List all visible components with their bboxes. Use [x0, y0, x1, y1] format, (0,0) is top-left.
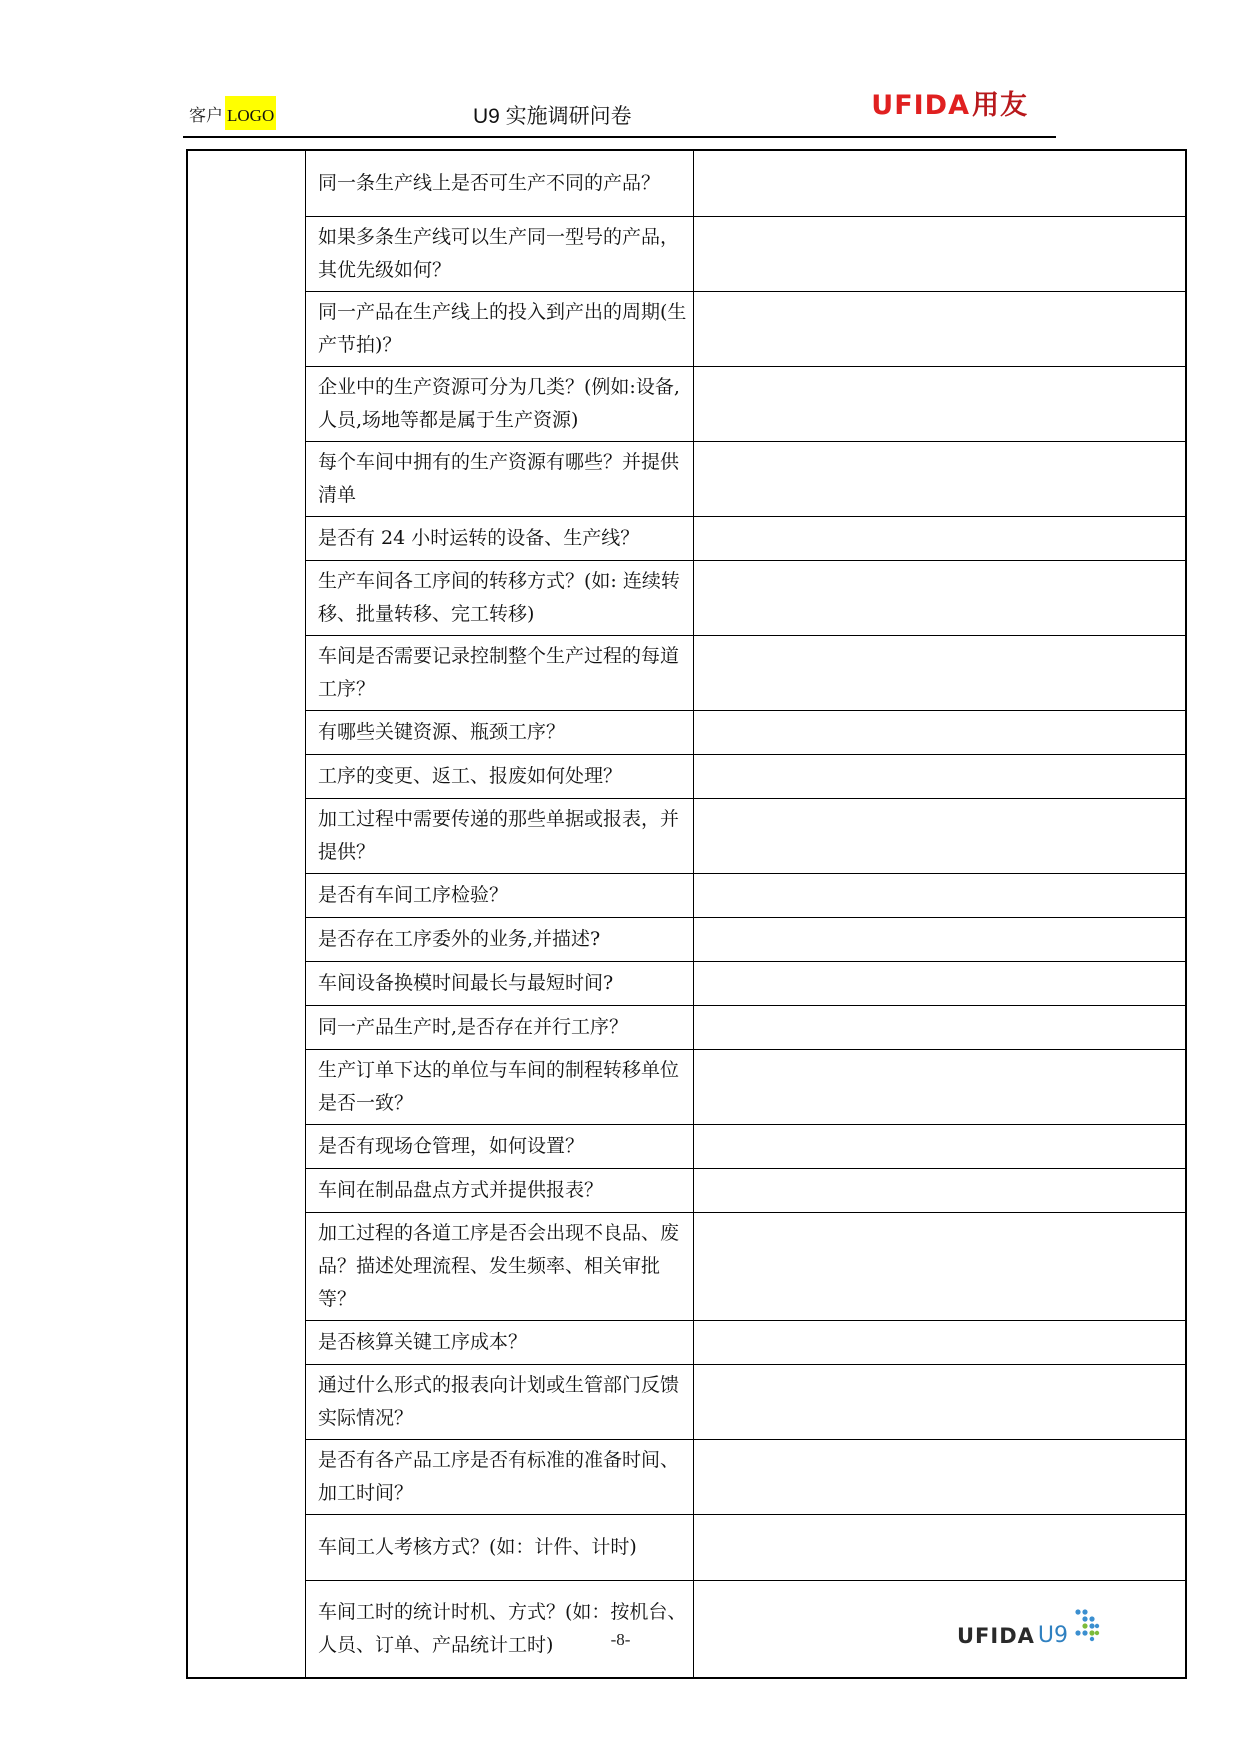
document-title: U9 实施调研问卷	[473, 105, 632, 128]
question-cell: 通过什么形式的报表向计划或生管部门反馈实际情况？	[306, 1364, 694, 1439]
table-row	[187, 1364, 1186, 1439]
answer-cell[interactable]	[694, 710, 1187, 754]
answer-cell[interactable]	[694, 961, 1187, 1005]
answer-cell[interactable]	[694, 1005, 1187, 1049]
answer-cell[interactable]	[694, 1320, 1187, 1364]
table-row	[187, 1212, 1186, 1320]
question-cell: 同一条生产线上是否可生产不同的产品？	[306, 150, 694, 216]
client-label: 客户	[189, 106, 223, 126]
question-cell: 生产订单下达的单位与车间的制程转移单位是否一致？	[306, 1049, 694, 1124]
answer-cell[interactable]	[694, 754, 1187, 798]
answer-cell[interactable]	[694, 216, 1187, 291]
answer-cell[interactable]	[694, 1212, 1187, 1320]
question-cell: 是否有 24 小时运转的设备、生产线？	[306, 516, 694, 560]
question-cell: 是否有各产品工序是否有标准的准备时间、加工时间？	[306, 1439, 694, 1514]
table-row	[187, 917, 1186, 961]
table-row	[187, 754, 1186, 798]
answer-cell[interactable]	[694, 1049, 1187, 1124]
table-row	[187, 560, 1186, 635]
question-cell: 生产车间各工序间的转移方式？(如: 连续转移、批量转移、完工转移)	[306, 560, 694, 635]
brand-en: UFIDA	[871, 90, 970, 121]
question-cell: 是否有车间工序检验？	[306, 873, 694, 917]
table-row	[187, 1514, 1186, 1580]
table-row	[187, 710, 1186, 754]
answer-cell[interactable]	[694, 1439, 1187, 1514]
question-cell: 加工过程的各道工序是否会出现不良品、废品？描述处理流程、发生频率、相关审批等？	[306, 1212, 694, 1320]
page-number: -8-	[610, 1630, 631, 1649]
answer-cell[interactable]	[694, 366, 1187, 441]
table-row	[187, 1439, 1186, 1514]
logo-placeholder: LOGO	[225, 96, 276, 130]
answer-cell[interactable]	[694, 516, 1187, 560]
table-row	[187, 635, 1186, 710]
answer-cell[interactable]	[694, 873, 1187, 917]
question-cell: 企业中的生产资源可分为几类？(例如:设备,人员,场地等都是属于生产资源)	[306, 366, 694, 441]
table-row	[187, 291, 1186, 366]
question-cell: 如果多条生产线可以生产同一型号的产品，其优先级如何？	[306, 216, 694, 291]
answer-cell[interactable]	[694, 1124, 1187, 1168]
question-cell: 是否存在工序委外的业务,并描述?	[306, 917, 694, 961]
answer-cell[interactable]	[694, 1580, 1187, 1678]
table-row	[187, 1124, 1186, 1168]
answer-cell[interactable]	[694, 1514, 1187, 1580]
answer-cell[interactable]	[694, 441, 1187, 516]
answer-cell[interactable]	[694, 635, 1187, 710]
question-cell: 同一产品生产时,是否存在并行工序？	[306, 1005, 694, 1049]
answer-cell[interactable]	[694, 291, 1187, 366]
question-cell: 车间工时的统计时机、方式？(如：按机台、人员、订单、产品统计工时)	[306, 1580, 694, 1678]
table-row	[187, 1005, 1186, 1049]
survey-table	[186, 149, 1187, 1679]
question-cell: 是否核算关键工序成本？	[306, 1320, 694, 1364]
table-row	[187, 1049, 1186, 1124]
table-row	[187, 798, 1186, 873]
answer-cell[interactable]	[694, 150, 1187, 216]
table-row	[187, 961, 1186, 1005]
table-row	[187, 1168, 1186, 1212]
question-cell: 每个车间中拥有的生产资源有哪些？并提供清单	[306, 441, 694, 516]
table-row	[187, 150, 1186, 216]
question-cell: 车间工人考核方式？(如：计件、计时)	[306, 1514, 694, 1580]
table-row	[187, 516, 1186, 560]
question-cell: 同一产品在生产线上的投入到产出的周期(生产节拍)？	[306, 291, 694, 366]
answer-cell[interactable]	[694, 1364, 1187, 1439]
question-cell: 是否有现场仓管理，如何设置？	[306, 1124, 694, 1168]
answer-cell[interactable]	[694, 917, 1187, 961]
answer-cell[interactable]	[694, 798, 1187, 873]
table-row	[187, 873, 1186, 917]
ufida-u9-logo	[957, 1608, 1100, 1648]
question-cell: 车间设备换模时间最长与最短时间?	[306, 961, 694, 1005]
client-logo-area	[189, 96, 276, 130]
question-cell: 车间在制品盘点方式并提供报表？	[306, 1168, 694, 1212]
table-row	[187, 441, 1186, 516]
brand-cn: 用友	[972, 90, 1028, 121]
dots-logo-icon	[1070, 1608, 1100, 1642]
question-cell: 加工过程中需要传递的那些单据或报表，并提供？	[306, 798, 694, 873]
answer-cell[interactable]	[694, 1168, 1187, 1212]
ufida-logo	[871, 83, 1028, 122]
footer-brand-en: UFIDA	[957, 1624, 1035, 1648]
table-row	[187, 1320, 1186, 1364]
table-row	[187, 366, 1186, 441]
category-cell	[187, 150, 306, 1678]
table-row	[187, 216, 1186, 291]
answer-cell[interactable]	[694, 560, 1187, 635]
question-cell: 工序的变更、返工、报废如何处理？	[306, 754, 694, 798]
page-header	[183, 86, 1056, 138]
question-cell: 车间是否需要记录控制整个生产过程的每道工序？	[306, 635, 694, 710]
footer-brand-product: U9	[1037, 1623, 1069, 1648]
question-cell: 有哪些关键资源、瓶颈工序？	[306, 710, 694, 754]
